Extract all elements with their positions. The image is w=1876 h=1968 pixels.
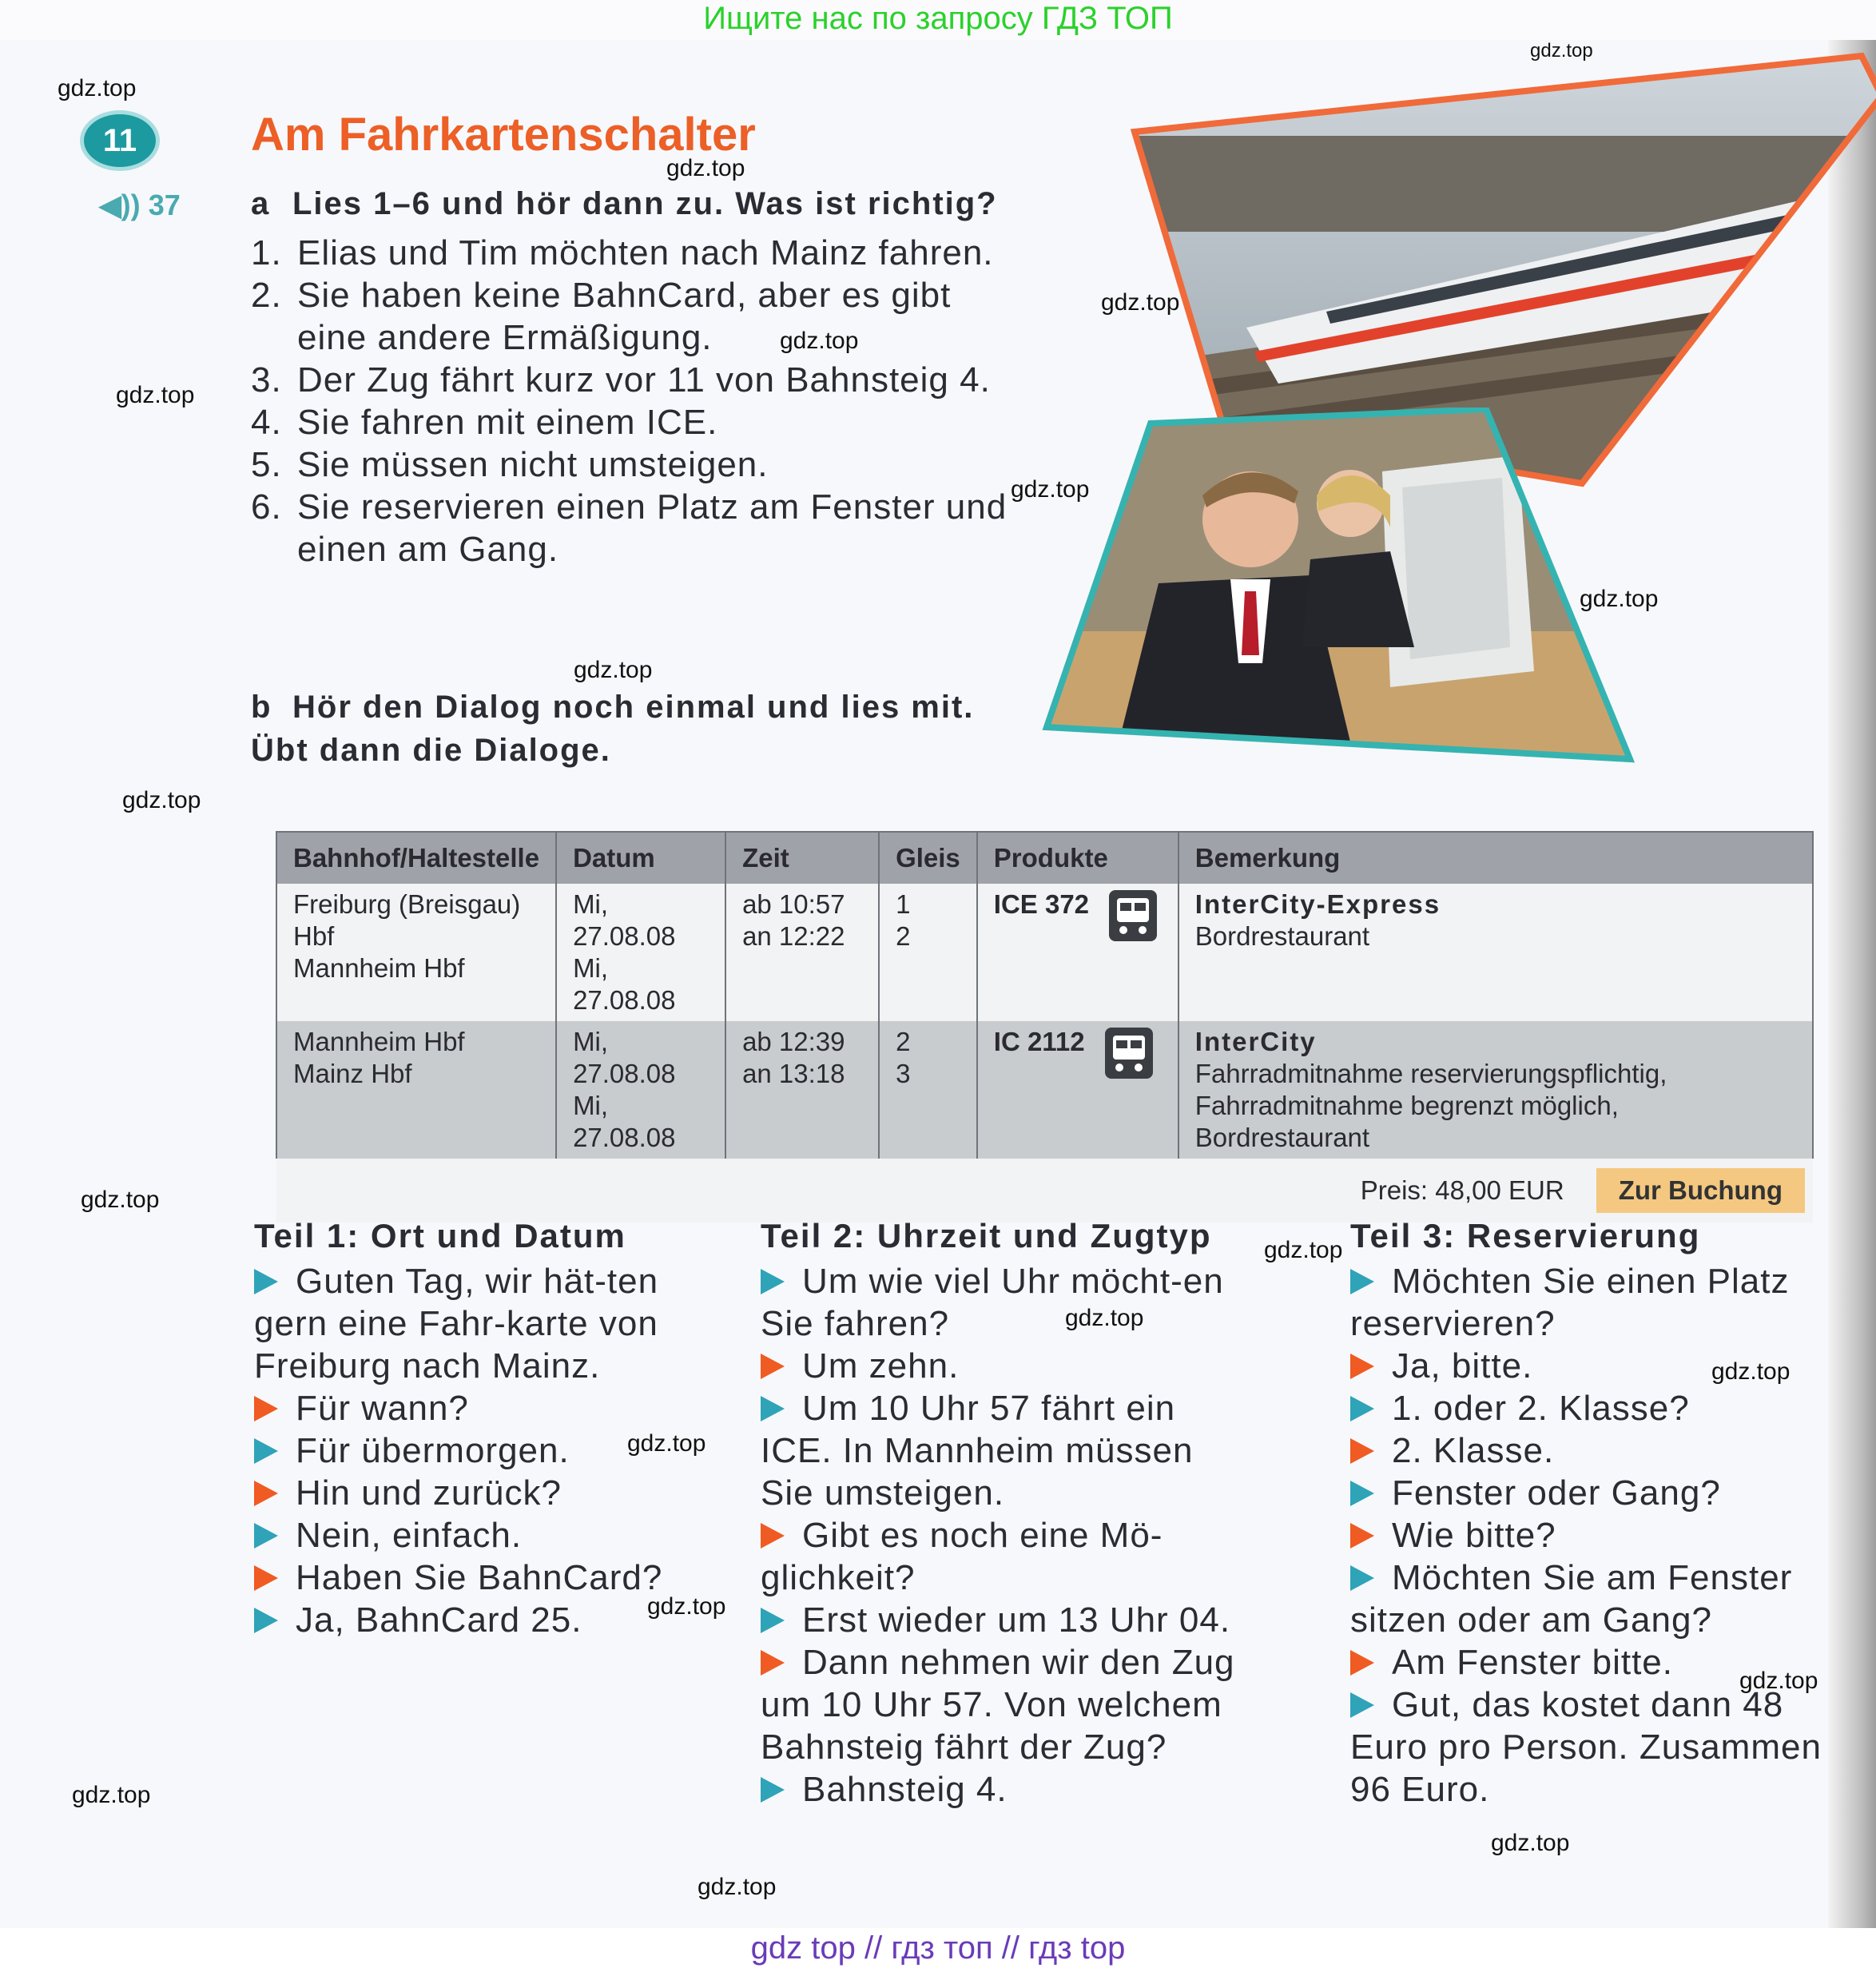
date-cell (556, 1021, 725, 1159)
product-cell (977, 884, 1178, 1021)
dialogue-line (254, 1429, 670, 1472)
statement-item (251, 486, 1074, 571)
arrival-time: an 12:22 (742, 921, 845, 951)
speaker-a-marker-icon (761, 1523, 785, 1549)
dialogue-text: Erst wieder um 13 Uhr 04. (802, 1600, 1231, 1640)
speaker-b-marker-icon (254, 1269, 278, 1294)
speaker-b-marker-icon (1350, 1565, 1374, 1591)
speaker-b-marker-icon (761, 1777, 785, 1803)
watermark: gdz.top (647, 1593, 726, 1620)
dialogue-line (1350, 1260, 1830, 1345)
dialogue-text: Für wann? (296, 1389, 469, 1428)
dialogue-line (761, 1768, 1248, 1811)
statement-text: Sie fahren mit einem ICE. (297, 403, 718, 442)
column-header: Bahnhof/Haltestelle (276, 832, 556, 884)
dialogue-line (254, 1387, 670, 1429)
departure-time: ab 12:39 (742, 1027, 845, 1056)
dialogue-text: Nein, einfach. (296, 1516, 523, 1555)
audio-track[interactable] (99, 189, 181, 222)
remark-cell (1178, 1021, 1813, 1159)
timetable-row[interactable] (276, 884, 1813, 1021)
speaker-a-marker-icon (1350, 1438, 1374, 1464)
remark-text: Fahrradmitnahme reservierungspflichtig, (1194, 1059, 1667, 1088)
departure-date: Mi, 27.08.08 (573, 1027, 676, 1088)
product-cell (977, 1021, 1178, 1159)
dialogue-line (254, 1557, 670, 1599)
dialogue-line (761, 1514, 1248, 1599)
watermark: gdz.top (1739, 1668, 1818, 1694)
dialogue-text: Hin und zurück? (296, 1473, 562, 1513)
departure-track: 2 (896, 1027, 911, 1056)
watermark: gdz.top (116, 382, 195, 408)
watermark: gdz.top (627, 1430, 706, 1457)
statement-number: 5. (251, 445, 282, 484)
speaker-a-marker-icon (254, 1565, 278, 1591)
dialogue-text: Gibt es noch eine Mö-glichkeit? (761, 1516, 1163, 1597)
dialogue-text: Gut, das kostet dann 48 Euro pro Person. Zusammen 96 Euro. (1350, 1685, 1822, 1809)
statement-text: Sie müssen nicht umsteigen. (297, 445, 769, 484)
train-icon (1103, 1026, 1155, 1080)
speaker-b-marker-icon (1350, 1396, 1374, 1421)
dialogue-text: 1. oder 2. Klasse? (1392, 1389, 1690, 1428)
watermark: gdz.top (666, 155, 745, 181)
watermark: gdz.top (1530, 40, 1593, 62)
task-letter: a (251, 186, 271, 221)
ad-banner-bottom[interactable]: gdz top // гдз топ // гдз top (0, 1928, 1876, 1968)
train-product: IC 2112 (993, 1027, 1085, 1056)
speaker-a-marker-icon (254, 1396, 278, 1421)
station-cell (276, 1021, 556, 1159)
watermark: gdz.top (1491, 1830, 1570, 1856)
watermark: gdz.top (698, 1874, 777, 1900)
dialogue-line (761, 1641, 1248, 1768)
price-label: Preis: 48,00 EUR (1360, 1175, 1564, 1205)
dialogue-line (1350, 1514, 1830, 1557)
train-product: ICE 372 (993, 889, 1090, 919)
dialogue-line (1350, 1472, 1830, 1514)
dialogue-line (1350, 1345, 1830, 1387)
speaker-b-marker-icon (1350, 1481, 1374, 1506)
watermark: gdz.top (780, 328, 859, 354)
dialogue-text: Guten Tag, wir hät-ten gern eine Fahr-karte von Freiburg nach Mainz. (254, 1262, 659, 1386)
dialogue-text: Am Fenster bitte. (1392, 1643, 1674, 1682)
watermark: gdz.top (1580, 586, 1659, 612)
statement-text: Sie haben keine BahnCard, aber es gibt eine andere Ermäßigung. (297, 276, 952, 357)
date-cell (556, 884, 725, 1021)
dialogue-line (254, 1472, 670, 1514)
dialogue-line (254, 1514, 670, 1557)
dialogue-line (761, 1599, 1248, 1641)
speaker-a-marker-icon (761, 1650, 785, 1676)
speaker-a-marker-icon (1350, 1650, 1374, 1676)
column-header: Zeit (725, 832, 879, 884)
arrival-date: Mi, 27.08.08 (573, 1091, 676, 1152)
dialogue-text: Haben Sie BahnCard? (296, 1558, 663, 1597)
dialogue-text: Für übermorgen. (296, 1431, 570, 1470)
task-b-line2: Übt dann die Dialoge. (251, 733, 611, 768)
dialogue-text: Um zehn. (802, 1346, 960, 1386)
watermark: gdz.top (1101, 289, 1180, 316)
exercise-number-badge: 11 (80, 110, 160, 171)
speaker-a-marker-icon (254, 1481, 278, 1506)
statement-item (251, 359, 1074, 401)
dialogue-part-1 (254, 1215, 670, 1641)
statement-item (251, 274, 1074, 359)
booking-button[interactable]: Zur Buchung (1596, 1168, 1805, 1213)
watermark: gdz.top (81, 1187, 160, 1213)
speaker-b-marker-icon (1350, 1269, 1374, 1294)
arrival-station: Mannheim Hbf (293, 953, 465, 983)
statement-text: Der Zug fährt kurz vor 11 von Bahnsteig 4. (297, 360, 991, 400)
speaker-b-marker-icon (761, 1269, 785, 1294)
watermark: gdz.top (1264, 1237, 1343, 1263)
dialogue-text: Um wie viel Uhr möcht-en Sie fahren? (761, 1262, 1224, 1343)
departure-station: Freiburg (Breisgau) Hbf (293, 889, 521, 951)
statement-number: 3. (251, 360, 282, 400)
speaker-a-marker-icon (761, 1354, 785, 1379)
remark-cell (1178, 884, 1813, 1021)
train-icon (1107, 889, 1159, 943)
statement-number: 2. (251, 276, 282, 315)
column-header: Datum (556, 832, 725, 884)
task-b-instruction (251, 686, 974, 772)
exercise-title: Am Fahrkartenschalter (251, 109, 756, 161)
column-header: Gleis (879, 832, 977, 884)
dialogue-text: Um 10 Uhr 57 fährt ein ICE. In Mannheim müssen Sie umsteigen. (761, 1389, 1194, 1513)
dialogue-part-2 (761, 1215, 1248, 1811)
watermark: gdz.top (574, 657, 653, 683)
dialogue-text: 2. Klasse. (1392, 1431, 1555, 1470)
dialogue-line (761, 1345, 1248, 1387)
dialogue-text: Ja, bitte. (1392, 1346, 1533, 1386)
dialogue-line (1350, 1557, 1830, 1641)
dialogue-line (254, 1260, 670, 1387)
statement-text: Sie reservieren einen Platz am Fenster und einen am Gang. (297, 487, 1008, 569)
dialogue-line (761, 1260, 1248, 1345)
dialogue-title: Teil 2: Uhrzeit und Zugtyp (761, 1217, 1212, 1254)
track-cell (879, 1021, 977, 1159)
task-letter: b (251, 690, 272, 725)
dialogue-text: Dann nehmen wir den Zug um 10 Uhr 57. Von welchem Bahnsteig fährt der Zug? (761, 1643, 1235, 1767)
dialogue-line (254, 1599, 670, 1641)
dialogue-text: Möchten Sie einen Platz reservieren? (1350, 1262, 1790, 1343)
arrival-station: Mainz Hbf (293, 1059, 412, 1088)
dialogue-line (1350, 1641, 1830, 1684)
speaker-b-marker-icon (254, 1608, 278, 1633)
departure-time: ab 10:57 (742, 889, 845, 919)
remark-title: InterCity-Express (1194, 889, 1441, 919)
arrival-date: Mi, 27.08.08 (573, 953, 676, 1015)
dialogue-line (761, 1387, 1248, 1514)
speaker-b-marker-icon (761, 1608, 785, 1633)
departure-station: Mannheim Hbf (293, 1027, 465, 1056)
remark-title: InterCity (1194, 1027, 1317, 1056)
task-a-text: Lies 1–6 und hör dann zu. Was ist richtig? (292, 186, 998, 221)
departure-track: 1 (896, 889, 911, 919)
train-timetable (276, 831, 1814, 1223)
dialogue-title: Teil 1: Ort und Datum (254, 1217, 626, 1254)
speaker-b-marker-icon (761, 1396, 785, 1421)
watermark: gdz.top (72, 1782, 151, 1808)
statement-list (251, 232, 1074, 571)
column-header: Produkte (977, 832, 1178, 884)
audio-track-number: 37 (148, 189, 181, 221)
dialogue-text: Möchten Sie am Fenster sitzen oder am Gang? (1350, 1558, 1793, 1640)
arrival-track: 2 (896, 921, 911, 951)
timetable-footer-row (276, 1159, 1813, 1223)
timetable-header-row (276, 832, 1813, 884)
remark-text: Fahrradmitnahme begrenzt möglich, Bordrestaurant (1194, 1091, 1619, 1152)
watermark: gdz.top (1065, 1305, 1144, 1331)
dialogue-text: Bahnsteig 4. (802, 1770, 1008, 1809)
dialogue-part-3 (1350, 1215, 1830, 1811)
speaker-b-marker-icon (254, 1523, 278, 1549)
statement-item (251, 232, 1074, 274)
task-a-instruction (251, 182, 998, 225)
column-header: Bemerkung (1178, 832, 1813, 884)
statement-number: 6. (251, 487, 282, 527)
station-cell (276, 884, 556, 1021)
time-cell (725, 884, 879, 1021)
departure-date: Mi, 27.08.08 (573, 889, 676, 951)
dialogue-text: Ja, BahnCard 25. (296, 1600, 582, 1640)
price-cell (276, 1159, 1813, 1223)
dialogue-line (1350, 1429, 1830, 1472)
speaker-a-marker-icon (1350, 1354, 1374, 1379)
time-cell (725, 1021, 879, 1159)
speaker-a-marker-icon (1350, 1523, 1374, 1549)
ticket-clerks-photo (1039, 408, 1646, 791)
ad-banner-top[interactable]: Ищите нас по запросу ГДЗ ТОП (703, 1, 1173, 36)
timetable-row[interactable] (276, 1021, 1813, 1159)
track-cell (879, 884, 977, 1021)
speaker-icon: ◀)) (99, 189, 141, 221)
dialogue-text: Wie bitte? (1392, 1516, 1556, 1555)
speaker-b-marker-icon (254, 1438, 278, 1464)
task-b-line1: Hör den Dialog noch einmal und lies mit. (292, 690, 975, 725)
statement-item (251, 443, 1074, 486)
dialogue-title: Teil 3: Reservierung (1350, 1217, 1701, 1254)
speaker-b-marker-icon (1350, 1692, 1374, 1718)
arrival-time: an 13:18 (742, 1059, 845, 1088)
dialogue-line (1350, 1684, 1830, 1811)
statement-text: Elias und Tim möchten nach Mainz fahren. (297, 233, 994, 272)
watermark: gdz.top (1711, 1358, 1791, 1385)
dialogue-line (1350, 1387, 1830, 1429)
statement-number: 1. (251, 233, 282, 272)
remark-text: Bordrestaurant (1194, 921, 1370, 951)
dialogue-text: Fenster oder Gang? (1392, 1473, 1721, 1513)
statement-number: 4. (251, 403, 282, 442)
arrival-track: 3 (896, 1059, 911, 1088)
statement-item (251, 401, 1074, 443)
watermark: gdz.top (1011, 476, 1090, 503)
watermark: gdz.top (58, 75, 137, 101)
watermark: gdz.top (122, 787, 201, 813)
